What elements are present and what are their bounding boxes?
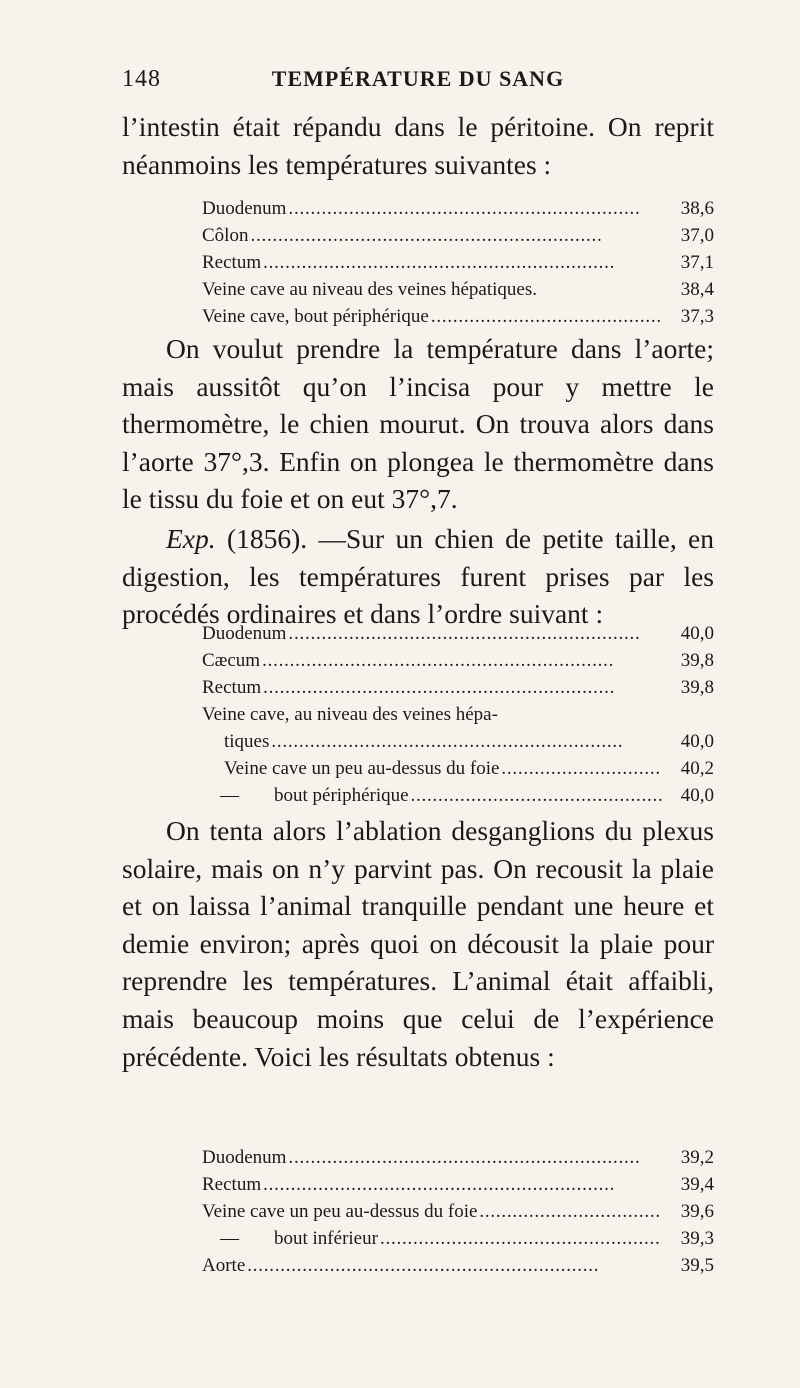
paragraph-1-text: l’intestin était répandu dans le péritoine. On reprit néanmoins les températures suivantes :	[122, 111, 714, 180]
row-value: 40,2	[680, 758, 714, 779]
row-value: 38,4	[680, 279, 714, 300]
table-row	[202, 728, 714, 755]
row-label: Duodenum	[202, 198, 287, 219]
table-row	[202, 1252, 714, 1279]
row-label: Veine cave un peu au-dessus du foie	[202, 1201, 478, 1222]
row-value: 37,3	[680, 306, 714, 327]
row-label: — bout inférieur	[202, 1225, 378, 1252]
table-row	[202, 1144, 714, 1171]
table-row	[202, 782, 714, 809]
row-label: Veine cave, bout périphérique	[202, 306, 429, 327]
table-row	[202, 620, 714, 647]
row-label: Duodenum	[202, 623, 287, 644]
page-number: 148	[122, 66, 161, 92]
paragraph-4-text: On tenta alors l’ablation desganglions du plexus solaire, mais on n’y parvint pas. On recousit la plaie et on laissa l’animal tranquille pendant une heure et demie environ; après quoi on décousit la plaie pour reprendre les températures. L’animal était affaibli, mais beaucoup moins que celui de l’expérience précédente. Voici les résultats obtenus :	[122, 815, 714, 1072]
row-label: Rectum	[202, 677, 262, 698]
row-value: 40,0	[680, 785, 714, 806]
row-value: 40,0	[680, 731, 714, 752]
row-value: 38,6	[680, 198, 714, 219]
paragraph-2-text: On voulut prendre la température dans l’aorte; mais aussitôt qu’on l’incisa pour y mettre le thermomètre, le chien mourut. On trouva alors dans l’aorte 37°,3. Enfin on plongea le thermomètre dans le tissu du foie et on eut 37°,7.	[122, 333, 714, 515]
temperature-table-3	[202, 1144, 714, 1279]
table-row	[202, 1225, 714, 1252]
row-value: 39,8	[680, 650, 714, 671]
row-value: 39,4	[680, 1174, 714, 1195]
paragraph-3	[122, 520, 714, 633]
row-label: Côlon	[202, 225, 249, 246]
table-row	[202, 249, 714, 276]
row-label: Veine cave, au niveau des veines hépa-	[202, 704, 498, 725]
row-label: — bout périphérique	[202, 782, 409, 809]
table-row	[202, 1198, 714, 1225]
row-label: Rectum	[202, 252, 262, 273]
row-label: Rectum	[202, 1174, 262, 1195]
paragraph-3-text	[122, 520, 714, 633]
temperature-table-2	[202, 620, 714, 809]
table-row	[202, 303, 714, 330]
table-row	[202, 647, 714, 674]
table-row	[202, 755, 714, 782]
page-header	[122, 66, 714, 100]
table-row	[202, 674, 714, 701]
row-label: Aorte	[202, 1255, 246, 1276]
table-row	[202, 222, 714, 249]
row-value: 39,8	[680, 677, 714, 698]
exp-label: Exp.	[166, 523, 216, 554]
row-value: 39,6	[680, 1201, 714, 1222]
row-label: Veine cave au niveau des veines hépatiques.	[202, 279, 538, 300]
table-row	[202, 1171, 714, 1198]
table-row	[202, 195, 714, 222]
row-label: tiques	[224, 731, 270, 752]
row-value: 39,2	[680, 1147, 714, 1168]
table-row	[202, 701, 714, 728]
paragraph-1	[122, 108, 714, 183]
row-value: 39,3	[680, 1228, 714, 1249]
row-value: 39,5	[680, 1255, 714, 1276]
row-label: Cæcum	[202, 650, 261, 671]
paragraph-2	[122, 330, 714, 518]
temperature-table-1	[202, 195, 714, 330]
paragraph-4	[122, 812, 714, 1075]
table-row	[202, 276, 714, 303]
row-value: 37,0	[680, 225, 714, 246]
paragraph-3-body: (1856). —Sur un chien de petite taille, en digestion, les températures furent prises par les procédés ordinaires et dans l’ordre suivant :	[122, 523, 714, 630]
row-label: Duodenum	[202, 1147, 287, 1168]
row-label: Veine cave un peu au-dessus du foie	[224, 758, 500, 779]
running-title: TEMPÉRATURE DU SANG	[271, 66, 565, 91]
row-value: 37,1	[680, 252, 714, 273]
row-value: 40,0	[680, 623, 714, 644]
